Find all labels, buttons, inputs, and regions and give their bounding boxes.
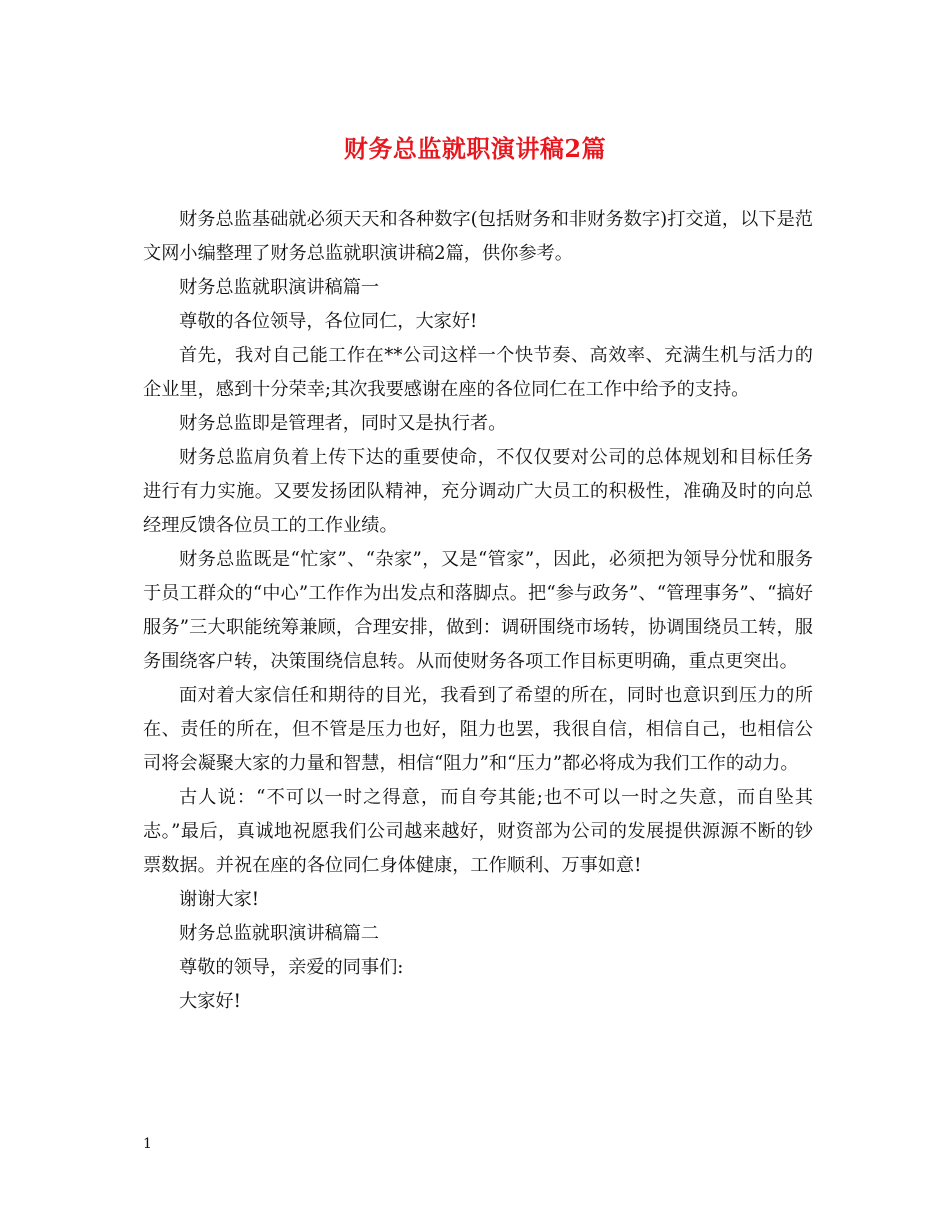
paragraph: 财务总监即是管理者，同时又是执行者。 — [179, 413, 507, 434]
paragraph-hello: 大家好! — [179, 991, 241, 1012]
page-number: 1 — [143, 1136, 152, 1152]
section-heading-two: 财务总监就职演讲稿篇二 — [179, 923, 380, 944]
document-body — [143, 203, 813, 1019]
paragraph: 面对着大家信任和期待的目光，我看到了希望的所在，同时也意识到压力的所在、责任的所在，但不管是压力也好，阻力也罢，我很自信，相信自己，也相信公司将会凝聚大家的力量和智慧，相信“阻力”和“压力”都必将成为我们工作的动力。 — [143, 685, 813, 774]
paragraph-greeting: 尊敬的各位领导，各位同仁，大家好! — [179, 311, 478, 332]
paragraph: 首先，我对自己能工作在**公司这样一个快节奏、高效率、充满生机与活力的企业里，感到十分荣幸;其次我要感谢在座的各位同仁在工作中给予的支持。 — [143, 345, 813, 400]
section-heading-one: 财务总监就职演讲稿篇一 — [179, 277, 380, 298]
paragraph-greeting-two: 尊敬的领导，亲爱的同事们: — [179, 957, 404, 978]
paragraph-intro: 财务总监基础就必须天天和各种数字(包括财务和非财务数字)打交道，以下是范文网小编整理了财务总监就职演讲稿2篇，供你参考。 — [143, 209, 813, 264]
paragraph: 古人说：“不可以一时之得意，而自夸其能;也不可以一时之失意，而自坠其志。”最后，真诚地祝愿我们公司越来越好，财资部为公司的发展提供源源不断的钞票数据。并祝在座的各位同仁身体健康，工作顺利、万事如意! — [143, 787, 813, 876]
paragraph: 财务总监肩负着上传下达的重要使命，不仅仅要对公司的总体规划和目标任务进行有力实施。又要发扬团队精神，充分调动广大员工的积极性，准确及时的向总经理反馈各位员工的工作业绩。 — [143, 447, 813, 536]
paragraph: 财务总监既是“忙家”、“杂家”，又是“管家”，因此，必须把为领导分忧和服务于员工群众的“中心”工作作为出发点和落脚点。把“参与政务”、“管理事务”、“搞好服务”三大职能统筹兼顾，合理安排，做到：调研围绕市场转，协调围绕员工转，服务围绕客户转，决策围绕信息转。从而使财务各项工作目标更明确，重点更突出。 — [143, 549, 813, 672]
document-title: 财务总监就职演讲稿2篇 — [343, 134, 607, 163]
paragraph-thanks: 谢谢大家! — [179, 889, 260, 910]
